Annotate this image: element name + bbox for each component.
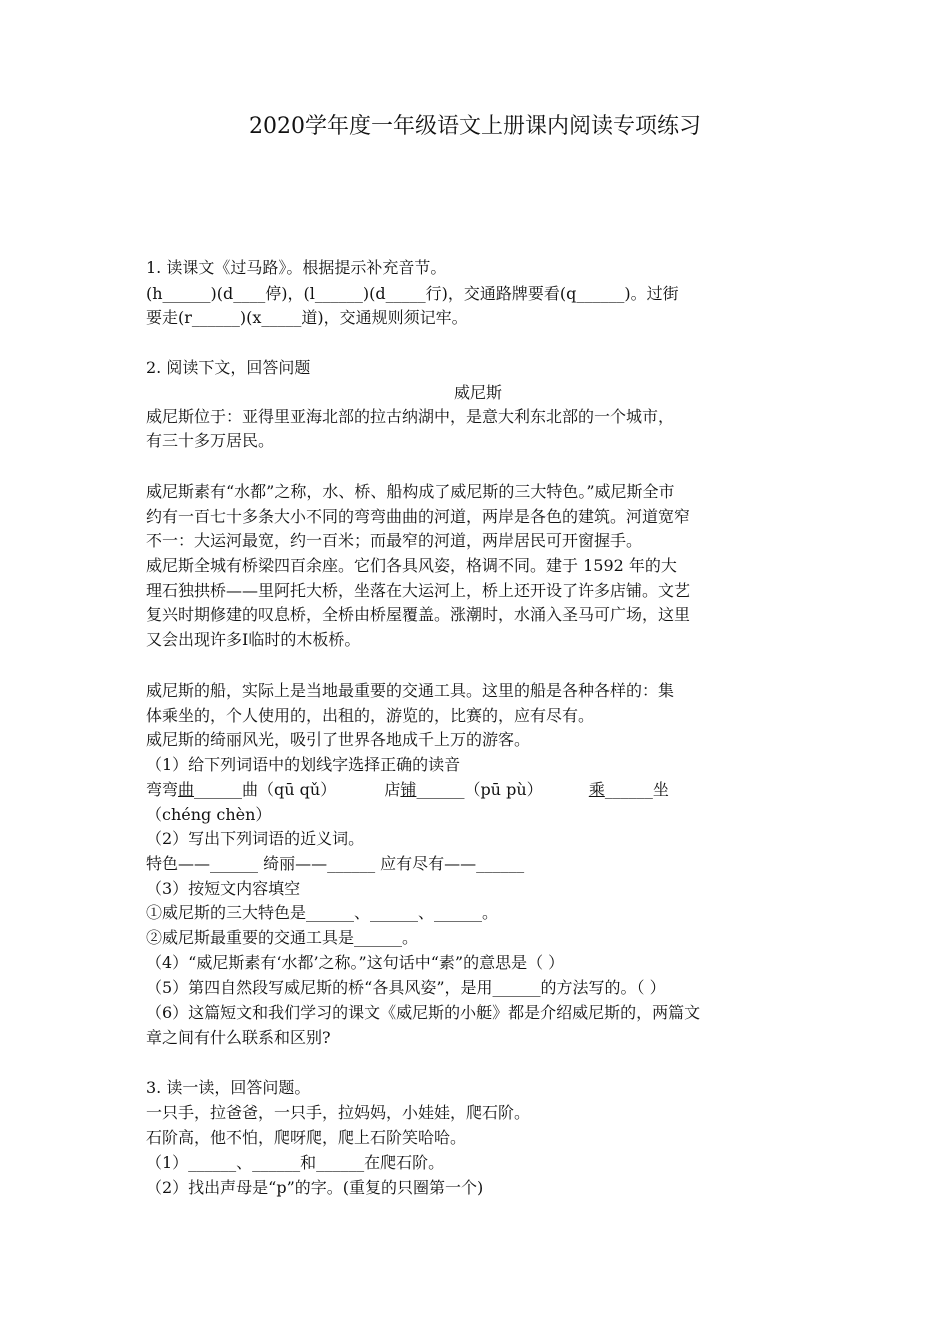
q2-sub3-a: ①威尼斯的三大特色是______、______、______。 [146,903,499,922]
word3-suffix: ______坐 [604,780,669,799]
q2-stem: 2. 阅读下文，回答问题 [146,358,311,377]
q3-stem: 3. 读一读，回答问题。 [146,1078,311,1097]
passage-p4-line-1: 威尼斯的船，实际上是当地最重要的交通工具。这里的船是各种各样的：集 [146,681,675,700]
passage-p5: 威尼斯的绮丽风光，吸引了世界各地成千上万的游客。 [146,730,531,749]
word2-prefix: 店 [384,780,401,799]
q3-sub2: （2）找出声母是“p”的字。(重复的只圈第一个) [146,1178,484,1197]
passage-p1-line-2: 有三十多万居民。 [146,431,275,450]
q1-stem: 1. 读课文《过马路》。根据提示补充音节。 [146,258,447,277]
q2-sub2-words: 特色——______ 绮丽——______ 应有尽有——______ [146,854,525,873]
q2-sub1-words [146,778,810,802]
passage-p2-line-1: 威尼斯素有“水都”之称，水、桥、船构成了威尼斯的三大特色。”威尼斯全市 [146,482,675,501]
passage-p3-line-1: 威尼斯全城有桥梁四百余座。它们各具风姿，格调不同。建于 1592 年的大 [146,556,677,575]
page-title: 2020学年度一年级语文上册课内阅读专项练习 [249,114,701,139]
q2-sub2-prompt: （2）写出下列词语的近义词。 [146,829,365,848]
word2-suffix: ______（pū pù） [416,780,543,799]
q2-sub6-line-1: （6）这篇短文和我们学习的课文《威尼斯的小艇》都是介绍威尼斯的，两篇文 [146,1003,701,1022]
passage-p3-line-3: 复兴时期修建的叹息桥，全桥由桥屋覆盖。涨潮时，水涌入圣马可广场，这里 [146,605,691,624]
passage-title: 威尼斯 [453,383,502,402]
word3-pinyin: （chéng chèn） [146,805,272,824]
passage-p2-line-3: 不一：大运河最宽，约一百米；而最窄的河道，两岸居民可开窗握手。 [146,531,643,550]
q2-sub3-b: ②威尼斯最重要的交通工具是______。 [146,928,419,947]
q1-line-1: (h______)(d____停)，(l______)(d_____行)，交通路牌要看(q______)。过街 [146,284,679,303]
word2-underlined: 铺 [400,780,417,799]
q3-sub1: （1）______、______和______在爬石阶。 [146,1153,445,1172]
passage-p3-line-4: 又会出现许多Ⅰ临时的木板桥。 [146,630,361,649]
q3-poem-line-2: 石阶高，他不怕，爬呀爬，爬上石阶笑哈哈。 [146,1128,467,1147]
q2-sub4: （4）“威尼斯素有‘水都’之称。”这句话中“素”的意思是（ ） [146,953,565,972]
q2-sub6-line-2: 章之间有什么联系和区别? [146,1028,331,1047]
word1-suffix: ______曲（qū qǔ） [194,780,337,799]
q3-poem-line-1: 一只手，拉爸爸，一只手，拉妈妈，小娃娃，爬石阶。 [146,1103,531,1122]
passage-p4-line-2: 体乘坐的，个人使用的，出租的，游览的，比赛的，应有尽有。 [146,706,595,725]
passage-p3-line-2: 理石独拱桥——里阿托大桥，坐落在大运河上，桥上还开设了许多店铺。文艺 [146,581,691,600]
passage-p1-line-1: 威尼斯位于：亚得里亚海北部的拉古纳湖中，是意大利东北部的一个城市， [146,407,675,426]
passage-p2-line-2: 约有一百七十多条大小不同的弯弯曲曲的河道，两岸是各色的建筑。河道宽窄 [146,507,691,526]
q2-sub5: （5）第四自然段写威尼斯的桥“各具风姿”，是用______的方法写的。（ ） [146,978,666,997]
q1-line-2: 要走(r______)(x_____道)，交通规则须记牢。 [146,308,468,327]
word1-underlined: 曲 [178,780,195,799]
q2-sub3-prompt: （3）按短文内容填空 [146,879,301,898]
word3-underlined: 乘 [588,780,605,799]
word1-prefix: 弯弯 [146,780,179,799]
q2-sub1-prompt: （1）给下列词语中的划线字选择正确的读音 [146,755,461,774]
